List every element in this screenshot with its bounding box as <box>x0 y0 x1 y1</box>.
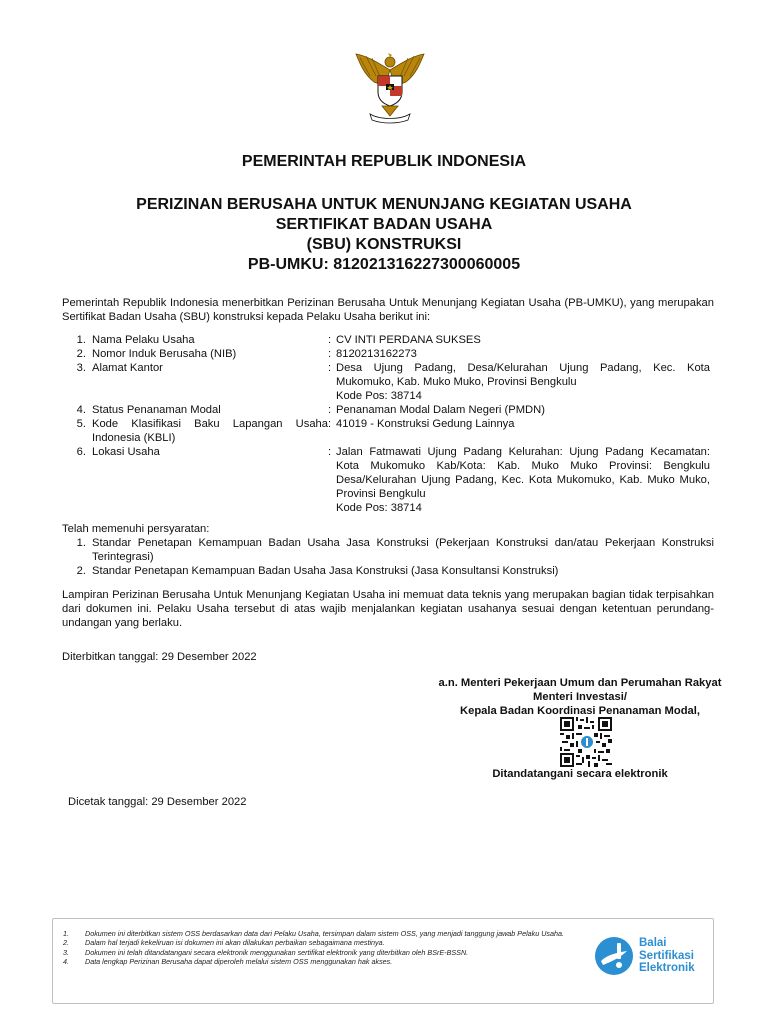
detail-colon: : <box>328 334 332 346</box>
issued-date: Diterbitkan tanggal: 29 Desember 2022 <box>62 651 257 663</box>
footer-note <box>63 957 583 966</box>
detail-label: Status Penanaman Modal <box>92 404 221 416</box>
value-line: Kode Pos: 38714 <box>336 390 422 402</box>
detail-colon: : <box>328 418 332 430</box>
detail-colon: : <box>328 404 332 416</box>
footer-note <box>63 929 583 938</box>
value-line: CV INTI PERDANA SUKSES <box>336 334 481 346</box>
intro-paragraph: Pemerintah Republik Indonesia menerbitkan Perizinan Berusaha Untuk Menunjang Kegiatan Usaha (PB-UMKU), yang merupakan Sertifikat Badan Usaha (SBU) konstruksi kepada Pelaku Usaha berikut ini: <box>62 297 714 323</box>
requirement-text: Standar Penetapan Kemampuan Badan Usaha Jasa Konstruksi (Jasa Konsultansi Konstruksi) <box>92 565 559 577</box>
requirement-item <box>62 564 714 578</box>
value-line: 41019 - Konstruksi Gedung Lainnya <box>336 418 515 430</box>
qr-code-icon <box>560 717 612 767</box>
note-text: Dalam hal terjadi kekeliruan isi dokumen ini akan dilakukan perbaikan sebagaimana mestinya. <box>85 938 385 948</box>
note-number: 2. <box>63 938 69 948</box>
detail-row <box>62 361 714 403</box>
logo-line: Sertifikasi <box>639 949 694 962</box>
detail-number: 5. <box>76 418 86 430</box>
label-line: Indonesia (KBLI) <box>92 432 176 444</box>
detail-label: Alamat Kantor <box>92 362 163 374</box>
footer-note <box>63 948 583 957</box>
title-line: (SBU) KONSTRUKSI <box>306 236 462 253</box>
detail-number: 1. <box>76 334 86 346</box>
detail-number: 6. <box>76 446 86 458</box>
permit-number: PB-UMKU: 812021316227300060005 <box>247 256 521 273</box>
detail-number: 2. <box>76 348 86 360</box>
government-heading: PEMERINTAH REPUBLIK INDONESIA <box>241 153 527 170</box>
garuda-emblem-icon <box>350 50 430 124</box>
value-line: Desa Ujung Padang, Desa/Kelurahan Ujung Padang, Kec. Kota Mukomuko, Kab. Muko Muko, Provinsi Bengkulu <box>336 362 710 388</box>
value-line: 8120213162273 <box>336 348 417 360</box>
detail-value <box>336 417 714 445</box>
attachment-paragraph: Lampiran Perizinan Berusaha Untuk Menunjang Kegiatan Usaha ini memuat data teknis yang merupakan bagian tidak terpisahkan dari dokumen ini. Pelaku Usaha tersebut di atas wajib menjalankan kegiatan usahanya sesuai dengan ketentuan perundang-undangan yang berlaku. <box>62 589 714 629</box>
title-line: PERIZINAN BERUSAHA UNTUK MENUNJANG KEGIATAN USAHA <box>136 196 632 213</box>
bsre-logo-text <box>639 937 695 975</box>
requirements-heading: Telah memenuhi persyaratan: <box>62 523 210 535</box>
requirement-number: 1. <box>76 537 86 549</box>
detail-colon: : <box>328 362 332 374</box>
detail-row <box>62 417 714 445</box>
detail-row <box>62 347 714 361</box>
detail-label <box>92 417 328 445</box>
detail-colon: : <box>328 348 332 360</box>
logo-line: Balai <box>639 937 667 949</box>
detail-label: Lokasi Usaha <box>92 446 160 458</box>
detail-label: Nomor Induk Berusaha (NIB) <box>92 348 237 360</box>
note-number: 1. <box>63 929 69 938</box>
title-line: SERTIFIKAT BADAN USAHA <box>275 216 493 233</box>
value-line: Penanaman Modal Dalam Negeri (PMDN) <box>336 404 545 416</box>
detail-row <box>62 333 714 347</box>
requirement-text: Standar Penetapan Kemampuan Badan Usaha Jasa Konstruksi (Pekerjaan Konstruksi dan/atau Pekerjaan Konstruksi Terintegrasi) <box>92 537 714 563</box>
logo-line: Elektronik <box>639 962 695 974</box>
footer-notes-box <box>52 918 714 1004</box>
detail-label: Nama Pelaku Usaha <box>92 334 195 346</box>
detail-value <box>336 403 714 417</box>
requirements-section <box>62 522 714 578</box>
signatory-line: a.n. Menteri Pekerjaan Umum dan Perumahan Rakyat <box>438 677 722 689</box>
detail-value <box>336 347 714 361</box>
detail-number: 4. <box>76 404 86 416</box>
detail-value <box>336 361 714 403</box>
e-signed-label: Ditandatangani secara elektronik <box>492 768 668 780</box>
note-text: Data lengkap Perizinan Berusaha dapat diperoleh melalui sistem OSS menggunakan hak akses. <box>85 957 393 967</box>
note-text: Dokumen ini diterbitkan sistem OSS berdasarkan data dari Pelaku Usaha, tersimpan dalam sistem OSS, yang menjadi tanggung jawab Pelaku Usaha. <box>85 929 565 938</box>
bsre-logo <box>593 933 703 989</box>
value-line: Jalan Fatmawati Ujung Padang Kelurahan: Ujung Padang Kecamatan: Kota Mukomuko Kab/Kota: Kab. Muko Muko Provinsi: Bengkulu Desa/Kelurahan Ujung Padang, Kec. Kota Mukomuko, Kab. Muko Muko, Provinsi Bengkulu <box>336 446 710 500</box>
note-text: Dokumen ini telah ditandatangani secara elektronik menggunakan sertifikat elektronik yang diterbitkan oleh BSrE-BSSN. <box>85 947 469 957</box>
footer-notes <box>63 929 583 967</box>
signature-block <box>420 676 740 718</box>
requirement-number: 2. <box>76 565 86 577</box>
signatory-line: Menteri Investasi/ <box>533 691 627 703</box>
business-details-list <box>62 333 714 515</box>
detail-value <box>336 445 714 515</box>
detail-row <box>62 445 714 515</box>
requirement-item <box>62 536 714 564</box>
signatory-line: Kepala Badan Koordinasi Penanaman Modal, <box>460 705 700 717</box>
value-line: Kode Pos: 38714 <box>336 502 422 514</box>
printed-date: Dicetak tanggal: 29 Desember 2022 <box>68 796 247 808</box>
certificate-title <box>60 195 708 275</box>
bsre-logo-icon <box>593 935 635 977</box>
note-number: 3. <box>63 947 69 957</box>
detail-number: 3. <box>76 362 86 374</box>
footer-note <box>63 938 583 947</box>
label-line: Kode Klasifikasi Baku Lapangan Usaha <box>92 418 328 430</box>
detail-row <box>62 403 714 417</box>
detail-colon: : <box>328 446 332 458</box>
note-number: 4. <box>63 957 69 967</box>
detail-value <box>336 333 714 347</box>
